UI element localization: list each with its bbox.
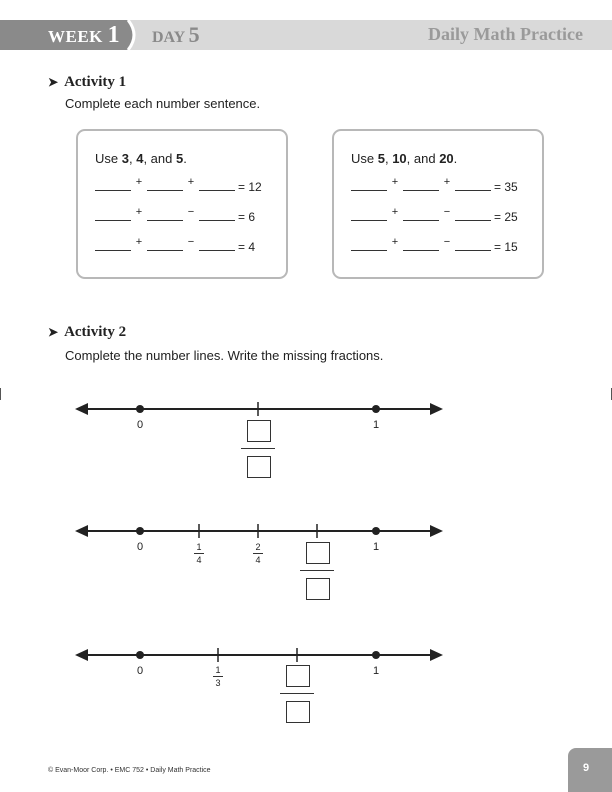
arrow-left-icon	[75, 649, 88, 661]
box-instruction: Use 3, 4, and 5.	[95, 151, 187, 166]
day-number: 5	[188, 22, 200, 47]
tick-label-end: 1	[372, 419, 380, 431]
activity2-instruction: Complete the number lines. Write the missing fractions.	[65, 348, 384, 363]
fraction-label: 2 4	[251, 542, 265, 565]
equation-row: + − = 6	[95, 210, 255, 224]
footer-copyright: © Evan-Moor Corp. • EMC 752 • Daily Math Practice	[48, 767, 211, 774]
chevron-right-icon: ➤	[48, 75, 59, 89]
fraction-bar	[300, 570, 334, 571]
week-label: WEEK 1	[48, 22, 121, 48]
activity2-heading: ➤ Activity 2	[48, 324, 127, 340]
answer-box-numerator[interactable]	[247, 420, 271, 442]
fraction-label: 1 4	[192, 542, 206, 565]
chevron-right-icon: ➤	[48, 325, 59, 339]
tick-label-end: 1	[372, 541, 380, 553]
page-number: 9	[583, 762, 590, 774]
box-instruction: Use 5, 10, and 20.	[351, 151, 458, 166]
equation-row: + − = 15	[351, 240, 518, 254]
number-line-1	[75, 402, 443, 416]
arrow-left-icon	[75, 525, 88, 537]
answer-box-numerator[interactable]	[286, 665, 310, 687]
tick-label-end: 1	[372, 665, 380, 677]
arrow-left-icon	[75, 403, 88, 415]
number-line-3	[75, 648, 443, 662]
tick-label-start: 0	[136, 419, 144, 431]
arrow-right-icon	[430, 525, 443, 537]
answer-box-denominator[interactable]	[247, 456, 271, 478]
equation-row: + + = 35	[351, 180, 518, 194]
fraction-bar	[241, 448, 275, 449]
activity1-heading: ➤ Activity 1	[48, 74, 127, 90]
arrow-right-icon	[430, 649, 443, 661]
page-title: Daily Math Practice	[428, 24, 583, 44]
tick-label-start: 0	[136, 665, 144, 677]
margin-mark	[0, 388, 1, 400]
day-label: DAY 5	[152, 22, 200, 47]
activity1-instruction: Complete each number sentence.	[65, 96, 261, 111]
answer-box-denominator[interactable]	[306, 578, 330, 600]
equation-row: + − = 25	[351, 210, 518, 224]
fraction-label: 1 3	[211, 665, 225, 688]
answer-box-denominator[interactable]	[286, 701, 310, 723]
tick-label-start: 0	[136, 541, 144, 553]
arrow-right-icon	[430, 403, 443, 415]
page-number-tab	[568, 748, 612, 792]
number-line-2	[75, 524, 443, 538]
equation-row: + − = 4	[95, 240, 255, 254]
week-number: 1	[107, 22, 121, 48]
equation-row: + + = 12	[95, 180, 262, 194]
fraction-bar	[280, 693, 314, 694]
answer-box-numerator[interactable]	[306, 542, 330, 564]
